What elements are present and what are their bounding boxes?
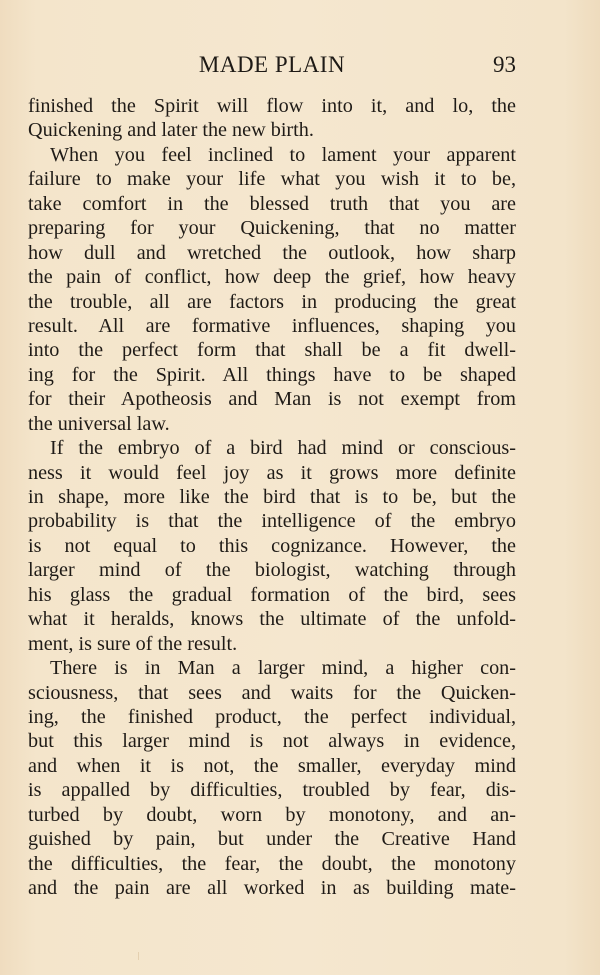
text-line: ment, is sure of the result. [28,632,238,655]
text-line: ness it would feel joy as it grows more definite [28,461,516,484]
paragraph-first-line: If the embryo of a bird had mind or conscious- [50,437,516,460]
text-line: in shape, more like the bird that is to be, but the [28,486,516,508]
text-line: but this larger mind is not always in evidence, [28,730,516,753]
body-text [28,94,516,900]
running-title: MADE PLAIN [198,52,346,77]
text-line: preparing for your Quickening, that no matter [28,217,516,240]
text-line: the trouble, all are factors in producing the great [28,290,516,313]
running-head [28,52,516,88]
text-line: larger mind of the biologist, watching through [28,559,516,582]
text-line: guished by pain, but under the Creative Hand [28,828,516,851]
text-line: turbed by doubt, worn by monotony, and an- [28,803,516,826]
text-line: into the perfect form that shall be a fit dwell- [28,339,516,362]
text-line: is appalled by difficulties, troubled by fear, dis- [28,779,516,802]
page-speck [138,952,139,960]
text-line: the pain of conflict, how deep the grief, how heavy [28,266,516,289]
paragraph-first-line: There is in Man a larger mind, a higher con- [50,657,516,680]
text-line: result. All are formative influences, shaping you [28,314,516,337]
text-line: and when it is not, the smaller, everyday mind [28,754,516,777]
text-line: sciousness, that sees and waits for the Quicken- [28,681,516,704]
paragraph-first-line: When you feel inclined to lament your apparent [50,143,516,166]
text-line: the difficulties, the fear, the doubt, the monotony [28,852,516,875]
text-line: and the pain are all worked in as building mate- [28,877,516,899]
text-line: finished the Spirit will flow into it, and lo, the [28,95,516,117]
text-line: how dull and wretched the outlook, how sharp [28,241,516,264]
text-line: the universal law. [28,412,170,435]
text-line: his glass the gradual formation of the bird, sees [28,583,516,606]
text-line: Quickening and later the new birth. [28,119,314,142]
page-number: 93 [493,52,516,77]
text-line: ing for the Spirit. All things have to be shaped [28,363,516,386]
text-line: failure to make your life what you wish it to be, [28,168,516,191]
text-line: take comfort in the blessed truth that you are [28,192,516,215]
text-line: ing, the finished product, the perfect individual, [28,705,516,728]
text-line: what it heralds, knows the ultimate of the unfold- [28,608,516,631]
text-line: for their Apotheosis and Man is not exempt from [28,388,516,411]
text-line: probability is that the intelligence of the embryo [28,510,516,533]
text-line: is not equal to this cognizance. However, the [28,534,516,557]
